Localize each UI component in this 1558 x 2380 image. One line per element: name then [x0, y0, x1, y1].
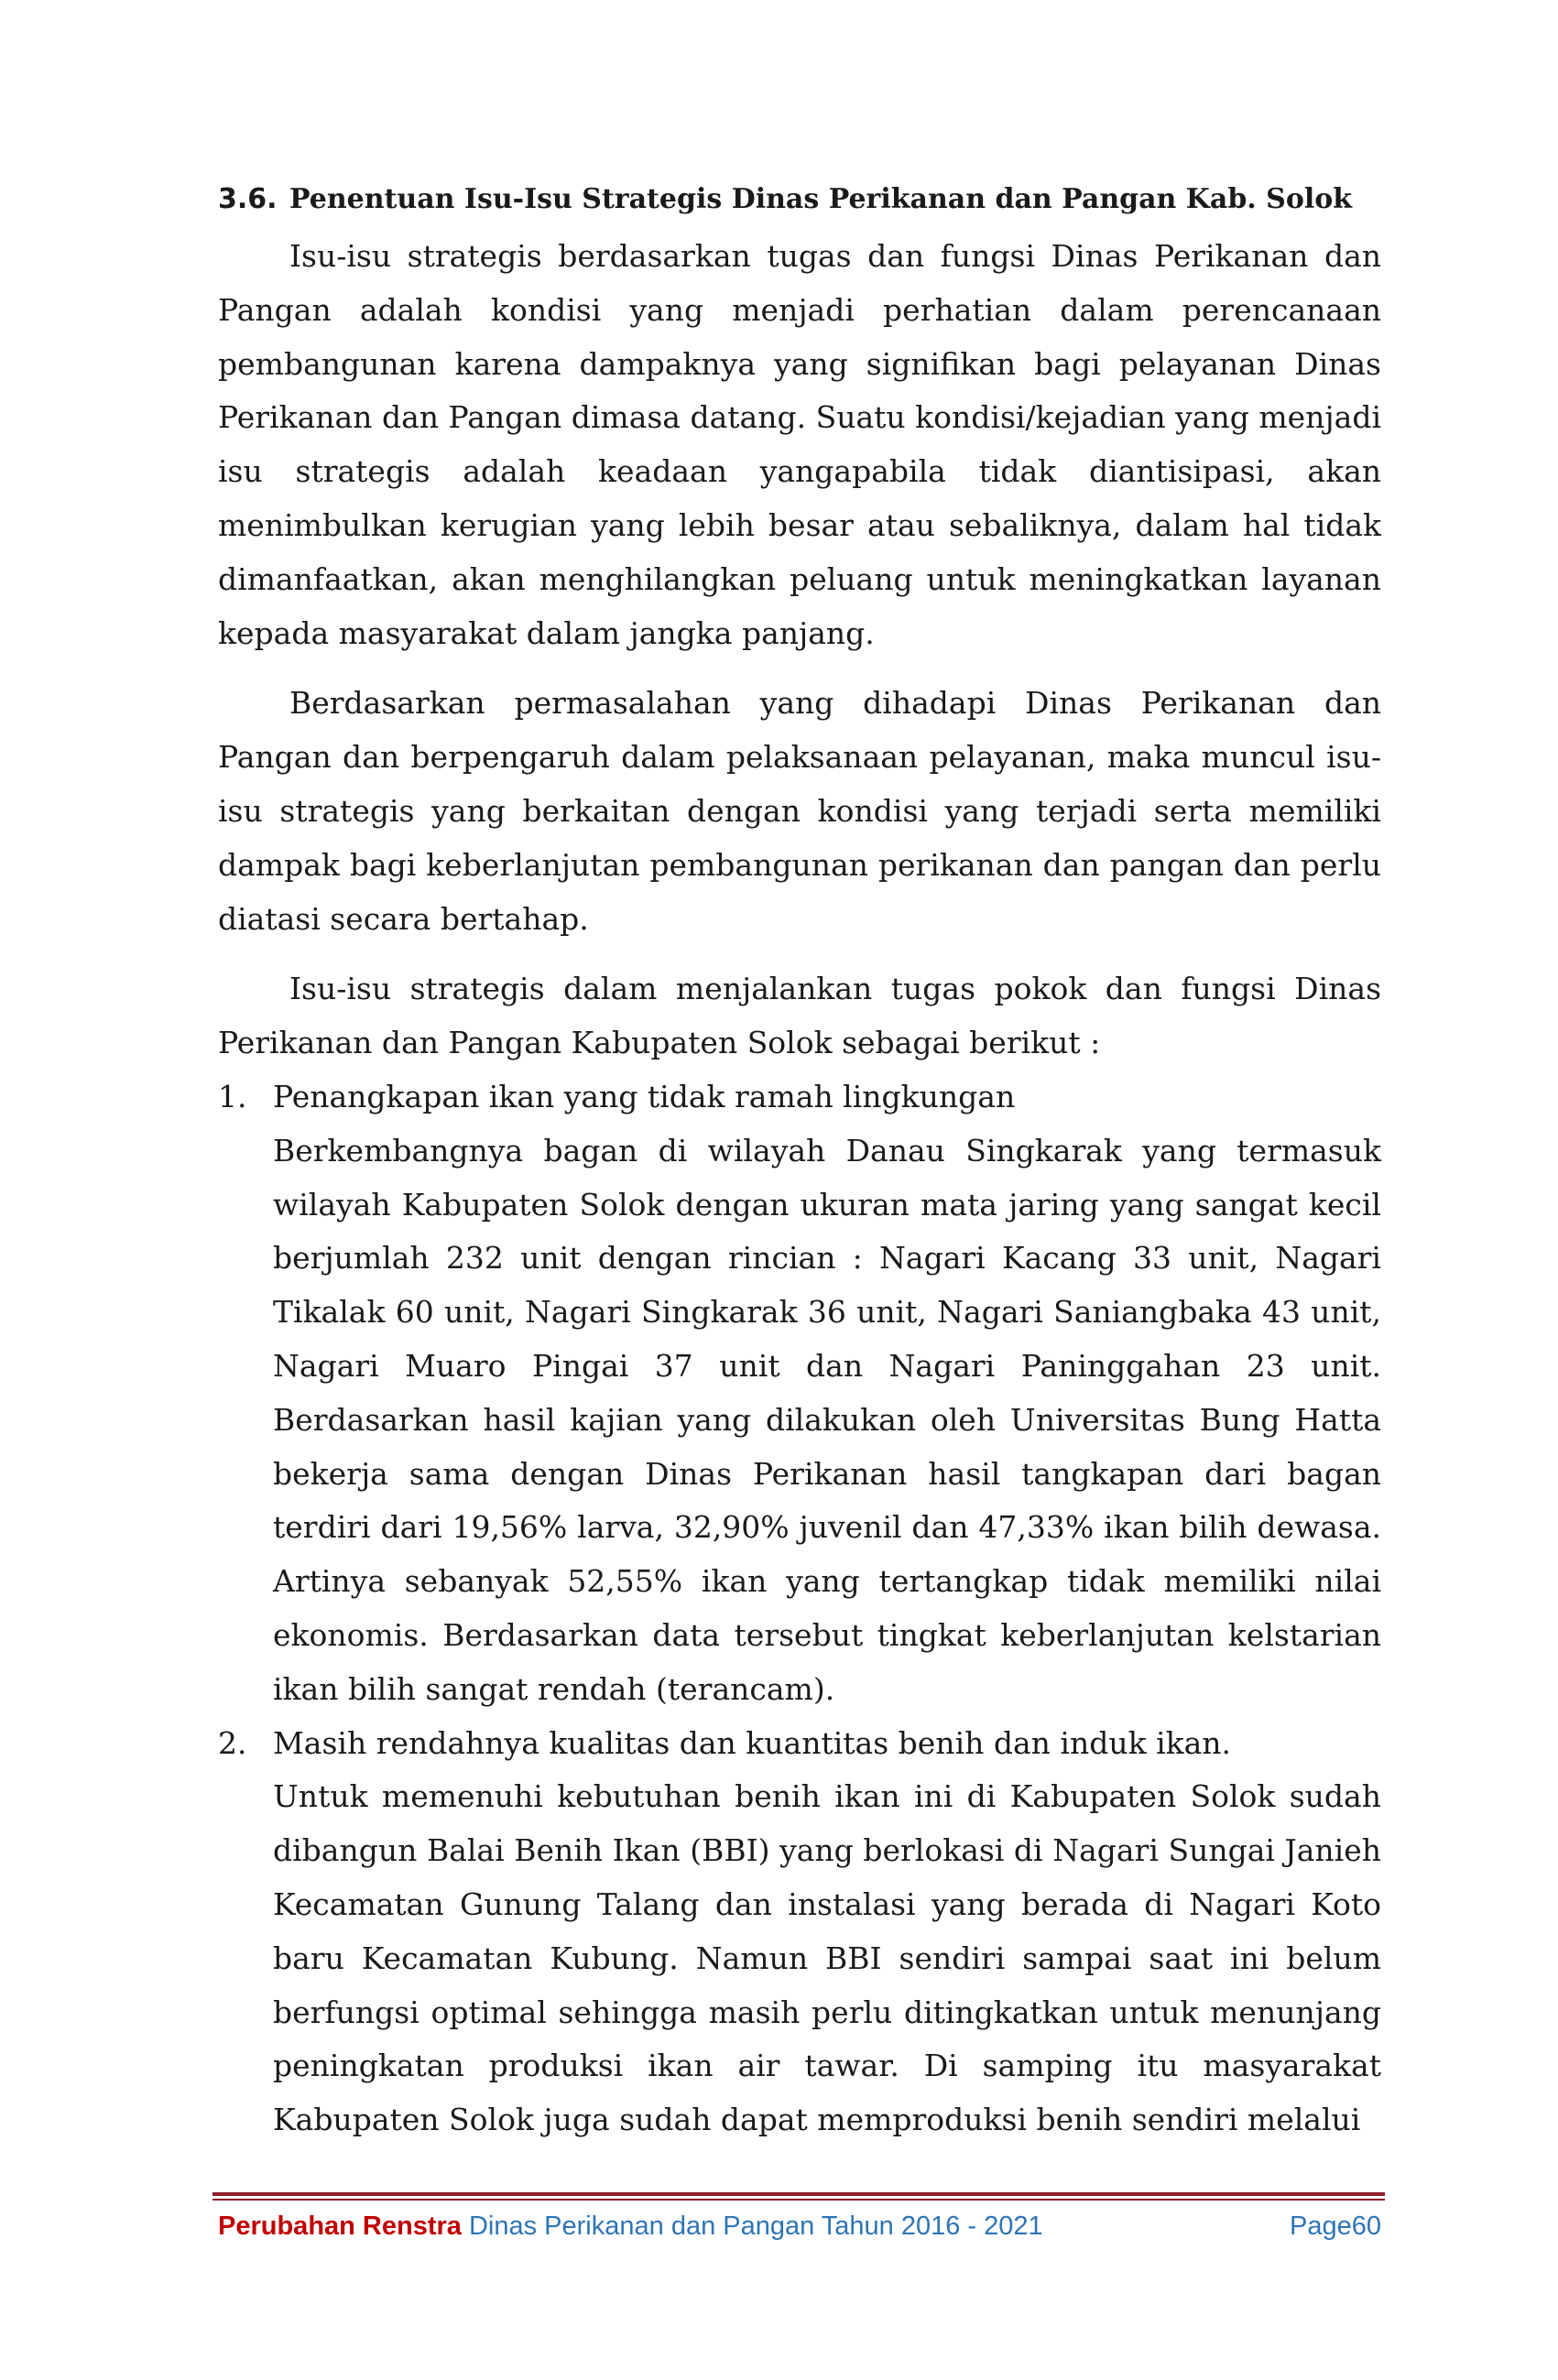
paragraph: Isu-isu strategis dalam menjalankan tugas pokok dan fungsi Dinas Perikanan dan Pangan Kabupaten Solok sebagai berikut :: [218, 971, 1381, 1061]
section-number: 3.6.: [218, 183, 278, 215]
list-item-title: Masih rendahnya kualitas dan kuantitas benih dan induk ikan.: [273, 1724, 1232, 1761]
section-heading: [218, 179, 1381, 221]
footer-rule: [212, 2192, 1385, 2196]
page-footer: [218, 2212, 1381, 2242]
list-item: [218, 1070, 1381, 1717]
footer-rule-thin: [212, 2199, 1385, 2201]
document-body: [218, 179, 1381, 2147]
list-item-description: Untuk memenuhi kebutuhan benih ikan ini di Kabupaten Solok sudah dibangun Balai Benih Ikan (BBI) yang berlokasi di Nagari Sungai Janieh Kecamatan Gunung Talang dan instalasi yang berada di Nagari Koto baru Kecamatan Kubung. Namun BBI sendiri sampai saat ini belum berfungsi optimal sehingga masih perlu ditingkatkan untuk menunjang peningkatan produksi ikan air tawar. Di samping itu masyarakat Kabupaten Solok juga sudah dapat memproduksi benih sendiri melalui: [273, 1778, 1381, 2138]
list-item-title: Penangkapan ikan yang tidak ramah lingkungan: [273, 1078, 1016, 1114]
footer-subtitle: Dinas Perikanan dan Pangan Tahun 2016 - 2021: [461, 2212, 1043, 2241]
list-item: [218, 1717, 1381, 2147]
list-item-number: 2.: [218, 1724, 247, 1761]
list-item-description: Berkembangnya bagan di wilayah Danau Singkarak yang termasuk wilayah Kabupaten Solok dengan ukuran mata jaring yang sangat kecil berjumlah 232 unit dengan rincian : Nagari Kacang 33 unit, Nagari Tikalak 60 unit, Nagari Singkarak 36 unit, Nagari Saniangbaka 43 unit, Nagari Muaro Pingai 37 unit dan Nagari Paninggahan 23 unit. Berdasarkan hasil kajian yang dilakukan oleh Universitas Bung Hatta bekerja sama dengan Dinas Perikanan hasil tangkapan dari bagan terdiri dari 19,56% larva, 32,90% juvenil dan 47,33% ikan bilih dewasa. Artinya sebanyak 52,55% ikan yang tertangkap tidak memiliki nilai ekonomis. Berdasarkan data tersebut tingkat keberlanjutan kelstarian ikan bilih sangat rendah (terancam).: [273, 1132, 1381, 1707]
paragraph: Isu-isu strategis berdasarkan tugas dan fungsi Dinas Perikanan dan Pangan adalah kondisi yang menjadi perhatian dalam perencanaan pembangunan karena dampaknya yang signifikan bagi pelayanan Dinas Perikanan dan Pangan dimasa datang. Suatu kondisi/kejadian yang menjadi isu strategis adalah keadaan yangapabila tidak diantisipasi, akan menimbulkan kerugian yang lebih besar atau sebaliknya, dalam hal tidak dimanfaatkan, akan menghilangkan peluang untuk meningkatkan layanan kepada masyarakat dalam jangka panjang.: [218, 238, 1381, 651]
list-item-number: 1.: [218, 1078, 247, 1114]
page-number: Page60: [1290, 2212, 1381, 2241]
footer-title: [218, 2212, 1043, 2242]
section-title: Penentuan Isu-Isu Strategis Dinas Perikanan dan Pangan Kab. Solok: [289, 183, 1353, 215]
paragraph: Berdasarkan permasalahan yang dihadapi Dinas Perikanan dan Pangan dan berpengaruh dalam pelaksanaan pelayanan, maka muncul isu-isu strategis yang berkaitan dengan kondisi yang terjadi serta memiliki dampak bagi keberlanjutan pembangunan perikanan dan pangan dan perlu diatasi secara bertahap.: [218, 685, 1381, 937]
footer-brand: Perubahan Renstra: [218, 2212, 462, 2241]
